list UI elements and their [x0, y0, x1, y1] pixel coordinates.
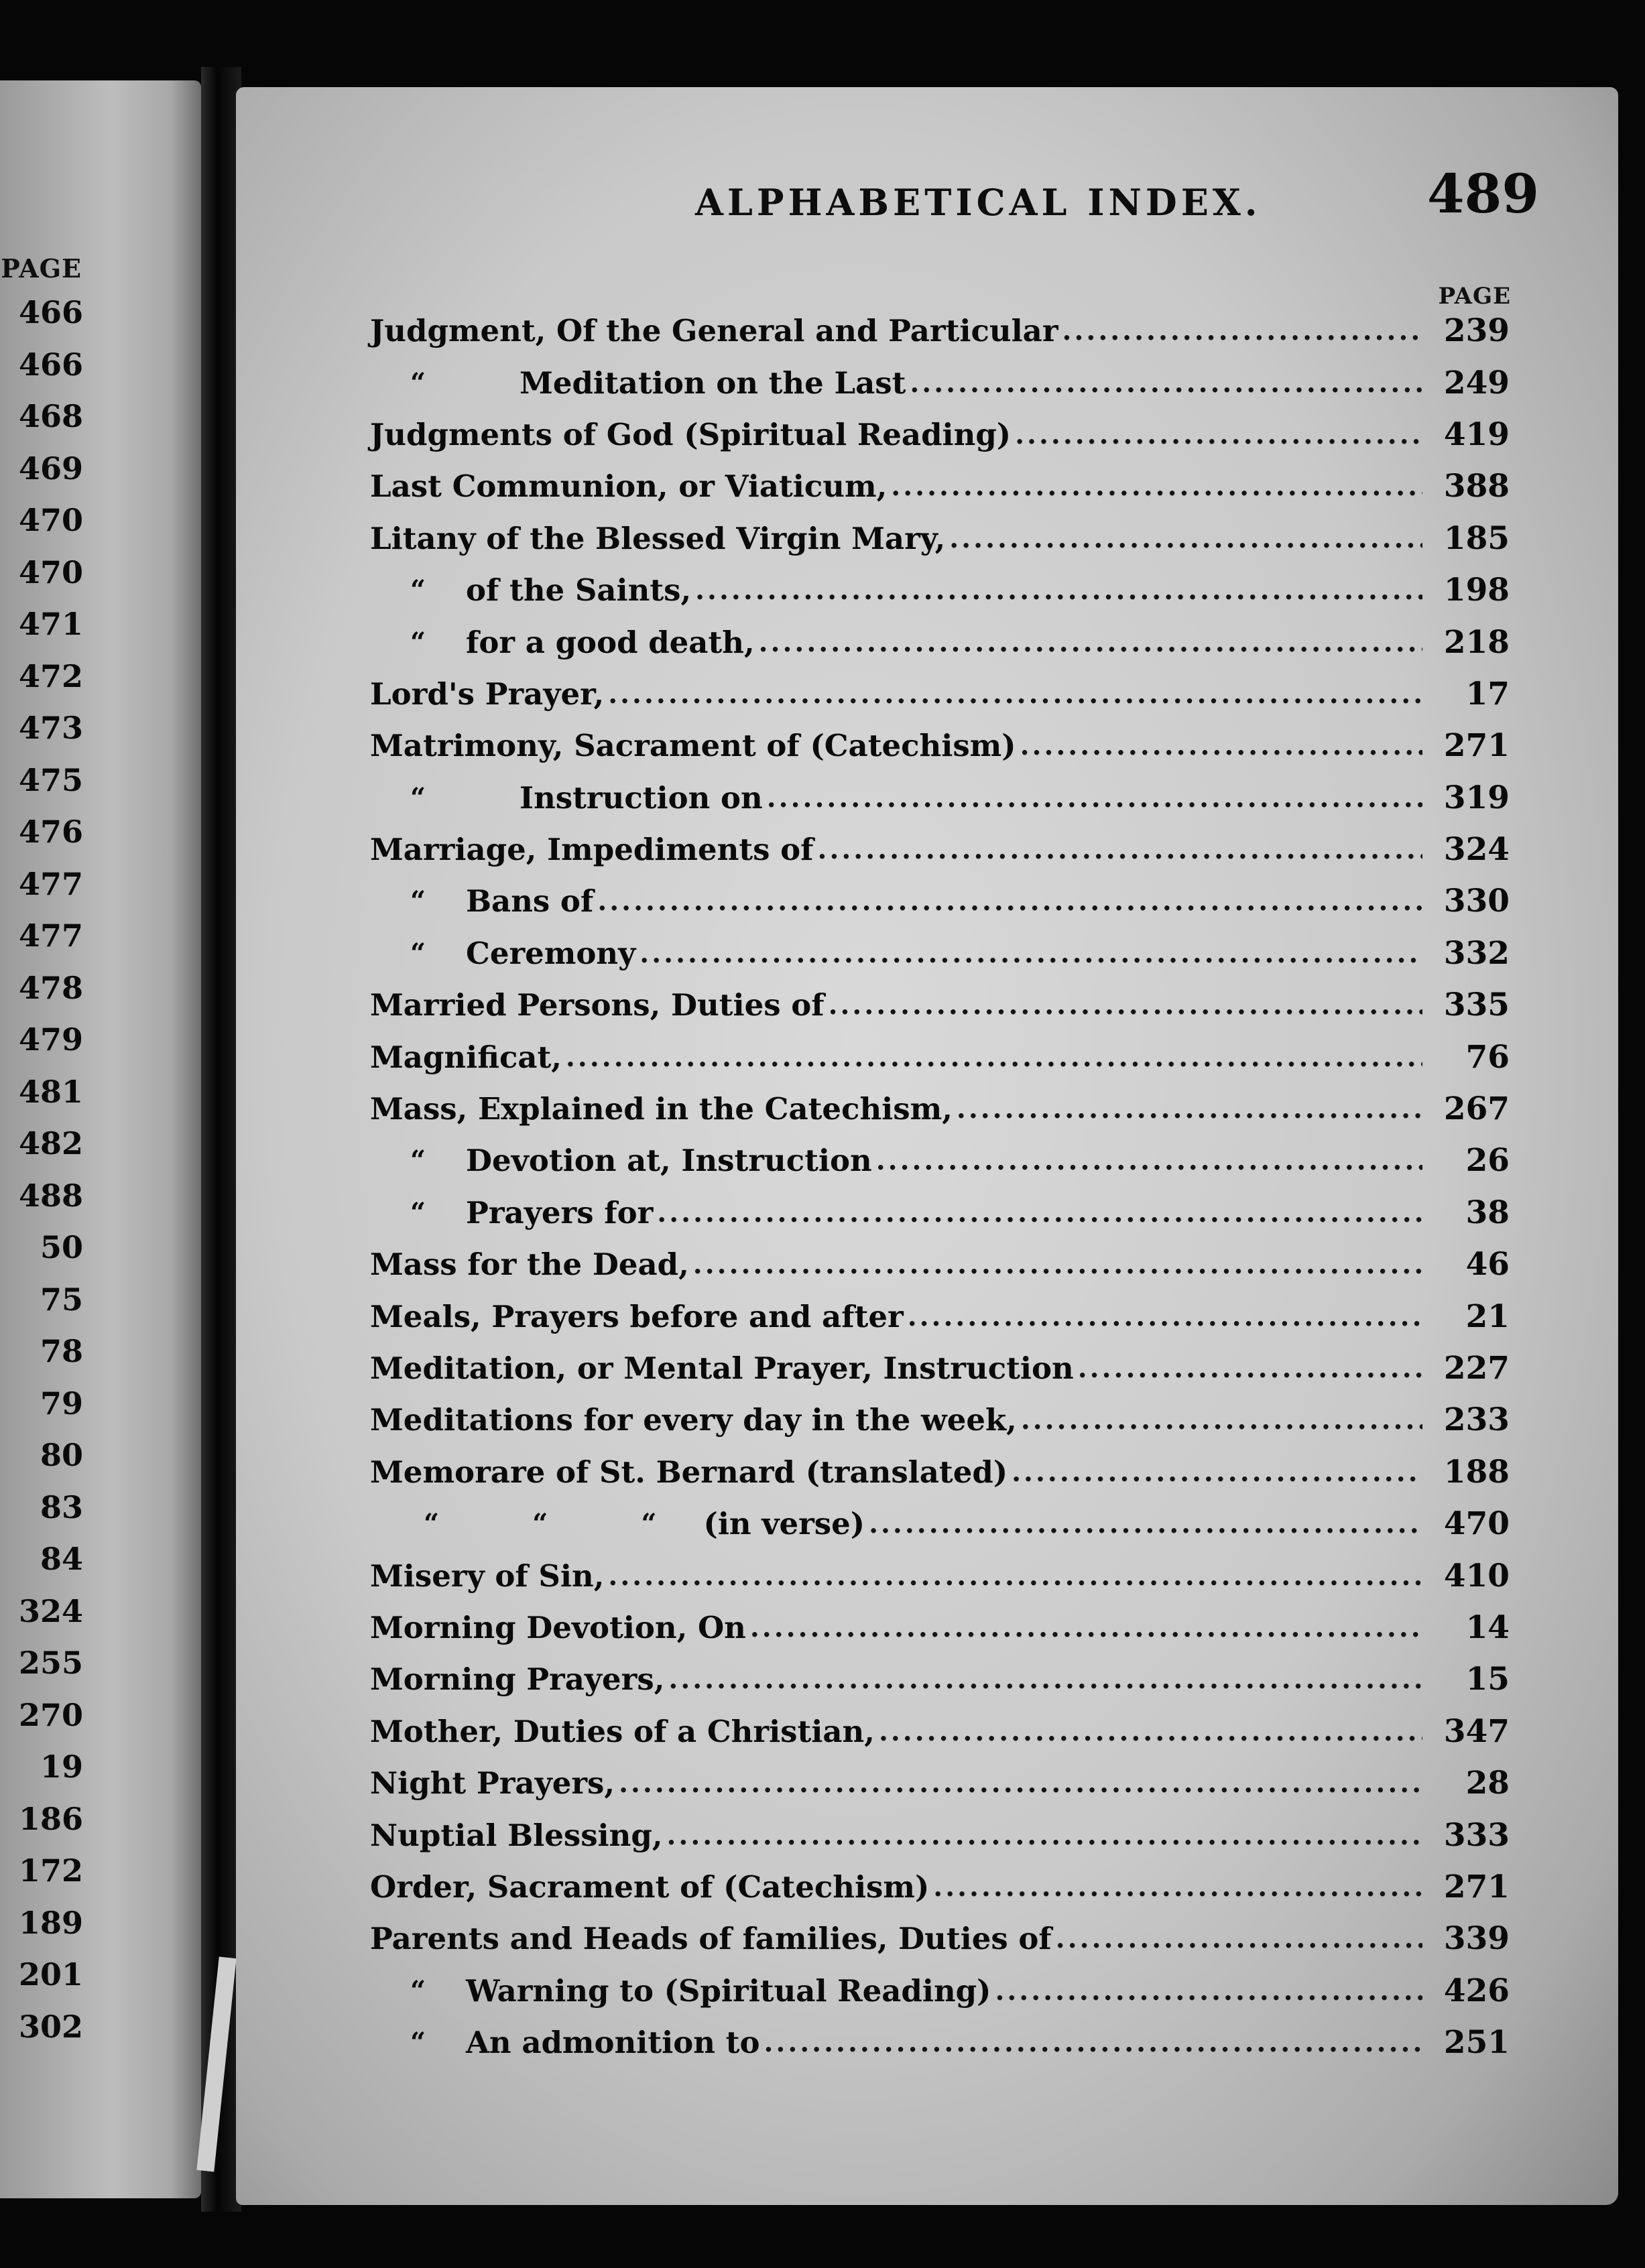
- index-entry-page: 38: [1465, 1194, 1510, 1231]
- ditto-mark: “: [410, 574, 426, 607]
- index-entry: [370, 824, 1510, 875]
- index-entry: [370, 1342, 1510, 1394]
- index-entry: [370, 1083, 1510, 1135]
- dot-leader: [1012, 1456, 1422, 1488]
- index-entry-text: Nuptial Blessing,: [370, 1817, 663, 1853]
- dot-leader: [566, 1042, 1422, 1073]
- ditto-mark: “: [410, 1974, 426, 2007]
- index-entry: [370, 564, 1510, 616]
- index-entry-text: of the Saints,: [466, 572, 692, 609]
- dot-leader: [668, 1663, 1422, 1695]
- index-entry-label: [370, 1506, 865, 1541]
- index-entry-page: 227: [1443, 1350, 1510, 1387]
- left-page-number: 83: [40, 1489, 83, 1525]
- dot-leader: [619, 1767, 1422, 1799]
- dot-leader: [764, 2027, 1422, 2058]
- dot-leader: [995, 1975, 1422, 2007]
- dot-leader: [667, 1820, 1423, 1851]
- left-page-number: 472: [18, 657, 83, 694]
- index-entry-label: [370, 1973, 991, 2009]
- left-page-number: 475: [18, 761, 83, 798]
- index-entry-label: [370, 1143, 872, 1178]
- index-entry-label: [370, 365, 906, 401]
- index-entry-text: An admonition to: [466, 2025, 760, 2061]
- book-gutter: [201, 67, 241, 2212]
- index-entry-text: for a good death,: [466, 624, 755, 660]
- index-entry-text: Warning to (Spiritual Reading): [466, 1972, 991, 2009]
- dot-leader: [1021, 1404, 1422, 1436]
- dot-leader: [1078, 1352, 1422, 1384]
- index-entry-text: Bans of: [466, 883, 594, 920]
- left-page-number: 481: [18, 1073, 83, 1110]
- index-entry-label: [370, 313, 1058, 349]
- index-entry-label: [370, 417, 1011, 452]
- dot-leader: [693, 1249, 1422, 1280]
- dot-leader: [829, 989, 1422, 1021]
- index-entry-label: [370, 883, 593, 919]
- paper-strip: [196, 1957, 236, 2172]
- index-entry-text: Night Prayers,: [370, 1765, 615, 1802]
- index-entry: [370, 1706, 1510, 1757]
- index-entry-text: Devotion at, Instruction: [466, 1143, 872, 1179]
- index-entry: [370, 1861, 1510, 1913]
- index-entry-page: 17: [1465, 675, 1510, 712]
- index-entry-page: 218: [1443, 623, 1510, 661]
- index-entry-label: [370, 1350, 1074, 1386]
- index-entry-page: 332: [1443, 934, 1510, 972]
- index-entry-page: 26: [1465, 1142, 1510, 1180]
- index-entry-text: Morning Prayers,: [370, 1661, 665, 1698]
- dot-leader: [818, 834, 1422, 865]
- index-entry-page: 271: [1443, 727, 1510, 765]
- index-entry-text: Mass, Explained in the Catechism,: [370, 1091, 953, 1127]
- index-entry-page: 319: [1443, 779, 1510, 816]
- index-entry: [370, 1550, 1510, 1601]
- ditto-mark: “: [410, 626, 426, 658]
- index-entry-label: [370, 572, 691, 608]
- dot-leader: [608, 1560, 1422, 1592]
- index-entry-label: [370, 1558, 604, 1594]
- index-entry-label: [370, 1091, 953, 1127]
- left-page-number: 50: [40, 1229, 83, 1265]
- index-entry-page: 14: [1465, 1609, 1510, 1646]
- index-entry-text: Marriage, Impediments of: [370, 832, 814, 868]
- ditto-mark: “: [410, 367, 426, 399]
- index-entry-label: [370, 1402, 1017, 1438]
- index-entry-text: Mother, Duties of a Christian,: [370, 1713, 875, 1749]
- index-entry-label: [370, 780, 763, 816]
- index-entry-text: Married Persons, Duties of: [370, 987, 825, 1023]
- index-entry-page: 347: [1443, 1712, 1510, 1750]
- left-page-number: 466: [18, 294, 83, 330]
- dot-leader: [957, 1093, 1422, 1125]
- index-entry-text: Litany of the Blessed Virgin Mary,: [370, 520, 946, 556]
- index-entry-page: 324: [1443, 831, 1510, 869]
- index-entry-label: [370, 676, 604, 712]
- index-entry: [370, 2017, 1510, 2068]
- left-page-number: 78: [40, 1333, 83, 1369]
- left-page-number-column: [0, 287, 83, 2053]
- left-page-number: 471: [18, 606, 83, 642]
- ditto-mark: “ “ “: [424, 1508, 657, 1540]
- index-entry-label: [370, 936, 635, 971]
- index-entry: [370, 928, 1510, 979]
- index-entry-page: 15: [1465, 1661, 1510, 1698]
- index-entry-page: 185: [1443, 519, 1510, 557]
- index-entry-label: [370, 1661, 664, 1697]
- left-page-number: 189: [18, 1904, 83, 1941]
- dot-leader: [639, 938, 1422, 969]
- index-entry: [370, 460, 1510, 512]
- index-entry-label: [370, 1714, 875, 1749]
- index-entry-page: 21: [1465, 1298, 1510, 1335]
- index-entry-label: [370, 468, 887, 504]
- index-entry: [370, 1394, 1510, 1446]
- index-entry-label: [370, 832, 814, 867]
- left-page-number: 477: [18, 865, 83, 902]
- index-entry-page: 251: [1443, 2024, 1510, 2062]
- left-page-number: 172: [18, 1852, 83, 1889]
- index-entry-text: Parents and Heads of families, Duties of: [370, 1921, 1052, 1957]
- index-entry-label: [370, 1921, 1052, 1956]
- ditto-mark: “: [410, 2027, 426, 2059]
- left-page-number: 324: [18, 1592, 83, 1629]
- dot-leader: [876, 1145, 1422, 1176]
- index-entry-page: 28: [1465, 1765, 1510, 1802]
- index-entry-page: 335: [1443, 987, 1510, 1024]
- left-page-number: 470: [18, 554, 83, 590]
- dot-leader: [910, 367, 1422, 399]
- index-entry: [370, 1135, 1510, 1186]
- index-entry-text: Memorare of St. Bernard (translated): [370, 1454, 1008, 1490]
- left-page-number: 473: [18, 710, 83, 746]
- left-page-number: 479: [18, 1021, 83, 1058]
- index-entry-text: Meals, Prayers before and after: [370, 1298, 904, 1334]
- index-entry-text: Mass for the Dead,: [370, 1247, 689, 1283]
- index-entry: [370, 720, 1510, 771]
- index-entry-text: Order, Sacrament of (Catechism): [370, 1869, 930, 1905]
- index-entry-label: [370, 1247, 689, 1282]
- left-page-number: 80: [40, 1437, 83, 1473]
- index-entry-text: Meditation, or Mental Prayer, Instruction: [370, 1350, 1074, 1386]
- index-entry-page: 419: [1443, 416, 1510, 453]
- index-entry-label: [370, 521, 945, 556]
- index-entry-text: Lord's Prayer,: [370, 676, 605, 712]
- left-page-number: 468: [18, 398, 83, 434]
- left-page: [0, 80, 201, 2198]
- left-page-number: 488: [18, 1177, 83, 1214]
- index-entry: [370, 979, 1510, 1031]
- index-entry-text: Morning Devotion, On: [370, 1609, 746, 1645]
- dot-leader: [597, 885, 1422, 917]
- index-entry: [370, 1498, 1510, 1550]
- page-number: 489: [1427, 162, 1539, 225]
- left-page-number: 201: [18, 1956, 83, 1993]
- index-entry-page: 333: [1443, 1816, 1510, 1854]
- index-entry-page: 330: [1443, 883, 1510, 920]
- dot-leader: [1062, 315, 1422, 346]
- index-entry-page: 271: [1443, 1868, 1510, 1905]
- left-page-number: 302: [18, 2008, 83, 2045]
- index-entry-page: 239: [1443, 312, 1510, 350]
- left-page-number: 477: [18, 918, 83, 954]
- dot-leader: [750, 1612, 1422, 1643]
- index-entry: [370, 305, 1510, 357]
- left-page-number: 470: [18, 502, 83, 538]
- index-entry-label: [370, 1610, 746, 1645]
- dot-leader: [767, 782, 1422, 814]
- index-entry: [370, 1290, 1510, 1342]
- index-entry: [370, 1965, 1510, 2017]
- running-head: ALPHABETICAL INDEX.: [695, 181, 1262, 224]
- left-page-number: 255: [18, 1645, 83, 1681]
- index-entry: [370, 409, 1510, 460]
- left-page-column-header: PAGE: [1, 253, 82, 284]
- dot-leader: [933, 1871, 1422, 1903]
- ditto-mark: “: [410, 937, 426, 969]
- dot-leader: [891, 470, 1422, 502]
- left-page-number: 186: [18, 1800, 83, 1837]
- left-page-number: 270: [18, 1696, 83, 1733]
- index-entry: [370, 1031, 1510, 1082]
- index-entry: [370, 513, 1510, 564]
- left-page-number: 469: [18, 450, 83, 487]
- ditto-mark: “: [410, 885, 426, 918]
- dot-leader: [949, 523, 1422, 554]
- index-entry-page: 410: [1443, 1557, 1510, 1594]
- index-entry: [370, 1602, 1510, 1653]
- left-page-number: 79: [40, 1385, 83, 1422]
- dot-leader: [1056, 1923, 1422, 1954]
- index-entry-page: 188: [1443, 1453, 1510, 1491]
- index-entry: [370, 668, 1510, 720]
- index-entry-label: [370, 1454, 1008, 1490]
- index-entry-page: 233: [1443, 1401, 1510, 1439]
- dot-leader: [1015, 419, 1422, 450]
- dot-leader: [879, 1716, 1422, 1747]
- index-entry-label: [370, 1040, 562, 1075]
- index-entry: [370, 1757, 1510, 1809]
- dot-leader: [1020, 730, 1422, 761]
- index-entry-text: Meditations for every day in the week,: [370, 1402, 1017, 1438]
- right-page: [236, 87, 1618, 2205]
- index-entry-text: Matrimony, Sacrament of (Catechism): [370, 728, 1016, 764]
- index-entry-label: [370, 2025, 759, 2060]
- index-entry: [370, 1446, 1510, 1498]
- dot-leader: [759, 627, 1422, 658]
- left-page-number: 19: [40, 1749, 83, 1785]
- index-entry-text: Last Communion, or Viaticum,: [370, 468, 888, 505]
- dot-leader: [908, 1301, 1422, 1332]
- index-entry-label: [370, 625, 755, 660]
- index-entry-label: [370, 1195, 653, 1231]
- index-entry: [370, 357, 1510, 408]
- index-entry-text: Magnificat,: [370, 1039, 562, 1075]
- index-entry-page: 198: [1443, 572, 1510, 609]
- dot-leader: [657, 1197, 1422, 1228]
- left-page-number: 84: [40, 1541, 83, 1577]
- index-entry-label: [370, 987, 825, 1023]
- index-entry-page: 249: [1443, 364, 1510, 401]
- index-entry: [370, 1187, 1510, 1239]
- ditto-mark: “: [410, 781, 426, 814]
- index-entry-page: 76: [1465, 1038, 1510, 1076]
- index-entry: [370, 772, 1510, 824]
- left-page-number: 466: [18, 346, 83, 383]
- index-entry-label: [370, 1869, 929, 1905]
- index-entry-text: (in verse): [703, 1506, 865, 1542]
- index-entry: [370, 616, 1510, 668]
- index-entries: [370, 305, 1510, 2068]
- ditto-mark: “: [410, 1196, 426, 1228]
- index-entry-label: [370, 1818, 663, 1853]
- dot-leader: [869, 1508, 1422, 1539]
- index-entry: [370, 1653, 1510, 1705]
- left-page-number: 478: [18, 969, 83, 1006]
- index-entry-text: Instruction on: [520, 779, 763, 816]
- left-page-number: 75: [40, 1281, 83, 1318]
- left-page-number: 482: [18, 1125, 83, 1161]
- index-entry-label: [370, 1299, 904, 1334]
- index-entry: [370, 1913, 1510, 1964]
- index-entry-text: Ceremony: [466, 935, 636, 971]
- index-entry-page: 426: [1443, 1972, 1510, 2009]
- index-entry: [370, 1809, 1510, 1861]
- index-entry-text: Misery of Sin,: [370, 1558, 605, 1594]
- index-entry-text: Prayers for: [466, 1194, 654, 1231]
- index-entry: [370, 875, 1510, 927]
- ditto-mark: “: [410, 1145, 426, 1177]
- index-entry-page: 267: [1443, 1090, 1510, 1128]
- left-page-number: 476: [18, 814, 83, 850]
- page-column-header: PAGE: [1438, 283, 1511, 310]
- dot-leader: [608, 678, 1422, 710]
- index-entry-text: Meditation on the Last: [520, 365, 906, 401]
- dot-leader: [695, 574, 1422, 606]
- index-entry-text: Judgment, Of the General and Particular: [370, 313, 1058, 349]
- index-entry-page: 46: [1465, 1246, 1510, 1283]
- index-entry-label: [370, 728, 1016, 763]
- index-entry: [370, 1239, 1510, 1290]
- index-entry-label: [370, 1765, 615, 1801]
- index-entry-page: 339: [1443, 1920, 1510, 1958]
- index-entry-page: 470: [1443, 1505, 1510, 1543]
- index-entry-text: Judgments of God (Spiritual Reading): [370, 416, 1012, 452]
- index-entry-page: 388: [1443, 468, 1510, 505]
